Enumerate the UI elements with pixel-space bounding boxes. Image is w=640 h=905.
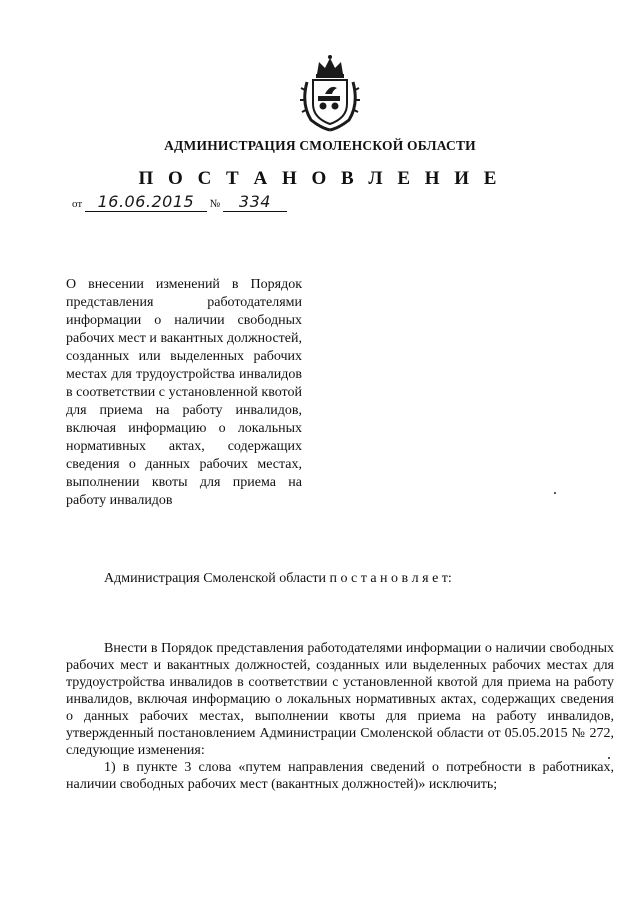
body-paragraph-1: Внести в Порядок представления работодателями информации о наличии свободных рабочих мест и вакантных должностей, созданных или выделенных рабочих местах для трудоустройства инвалидов в соответствии с установленной квотой для приема на работу инвалидов, включая информацию о локальных нормативных актах, содержащих сведения о данных рабочих местах, выполнении квоты для приема на работу инвалидов, утвержденный постановлением Администрации Смоленской области от 05.05.2015 № 272, следующие изменения: [66,641,614,758]
coat-of-arms-icon [299,54,361,132]
subject-block [66,276,302,510]
resolve-spaced: п о с т а н о в л я е т: [329,571,452,586]
document-type-title: П О С Т А Н О В Л Е Н И Е [138,168,502,189]
resolve-line [104,570,452,588]
date-prefix: от [72,198,83,210]
body-paragraph-2: 1) в пункте 3 слова «путем направления сведений о потребности в работниках, наличии свободных рабочих мест (вакантных должностей)» исключить; [66,760,614,792]
date-value: 16.06.2015 [85,192,207,212]
body-text [66,640,614,793]
date-number-line [72,192,287,212]
organization-name: АДМИНИСТРАЦИЯ СМОЛЕНСКОЙ ОБЛАСТИ [164,138,476,153]
subject-text: О внесении изменений в Порядок представления работодателями информации о наличии свободных рабочих мест и вакантных должностей, созданных или выделенных рабочих местах для трудоустройства инвалидов в соответствии с установленной квотой для приема на работу инвалидов, включая информацию о локальных нормативных актах, содержащих сведения о данных рабочих местах, выполнении квоты для приема на работу инвалидов [66,277,302,508]
scan-speck [608,757,610,759]
scan-speck [554,492,556,494]
resolve-text: Администрация Смоленской области [104,571,327,586]
number-value: 334 [223,192,287,212]
number-prefix: № [209,198,221,210]
